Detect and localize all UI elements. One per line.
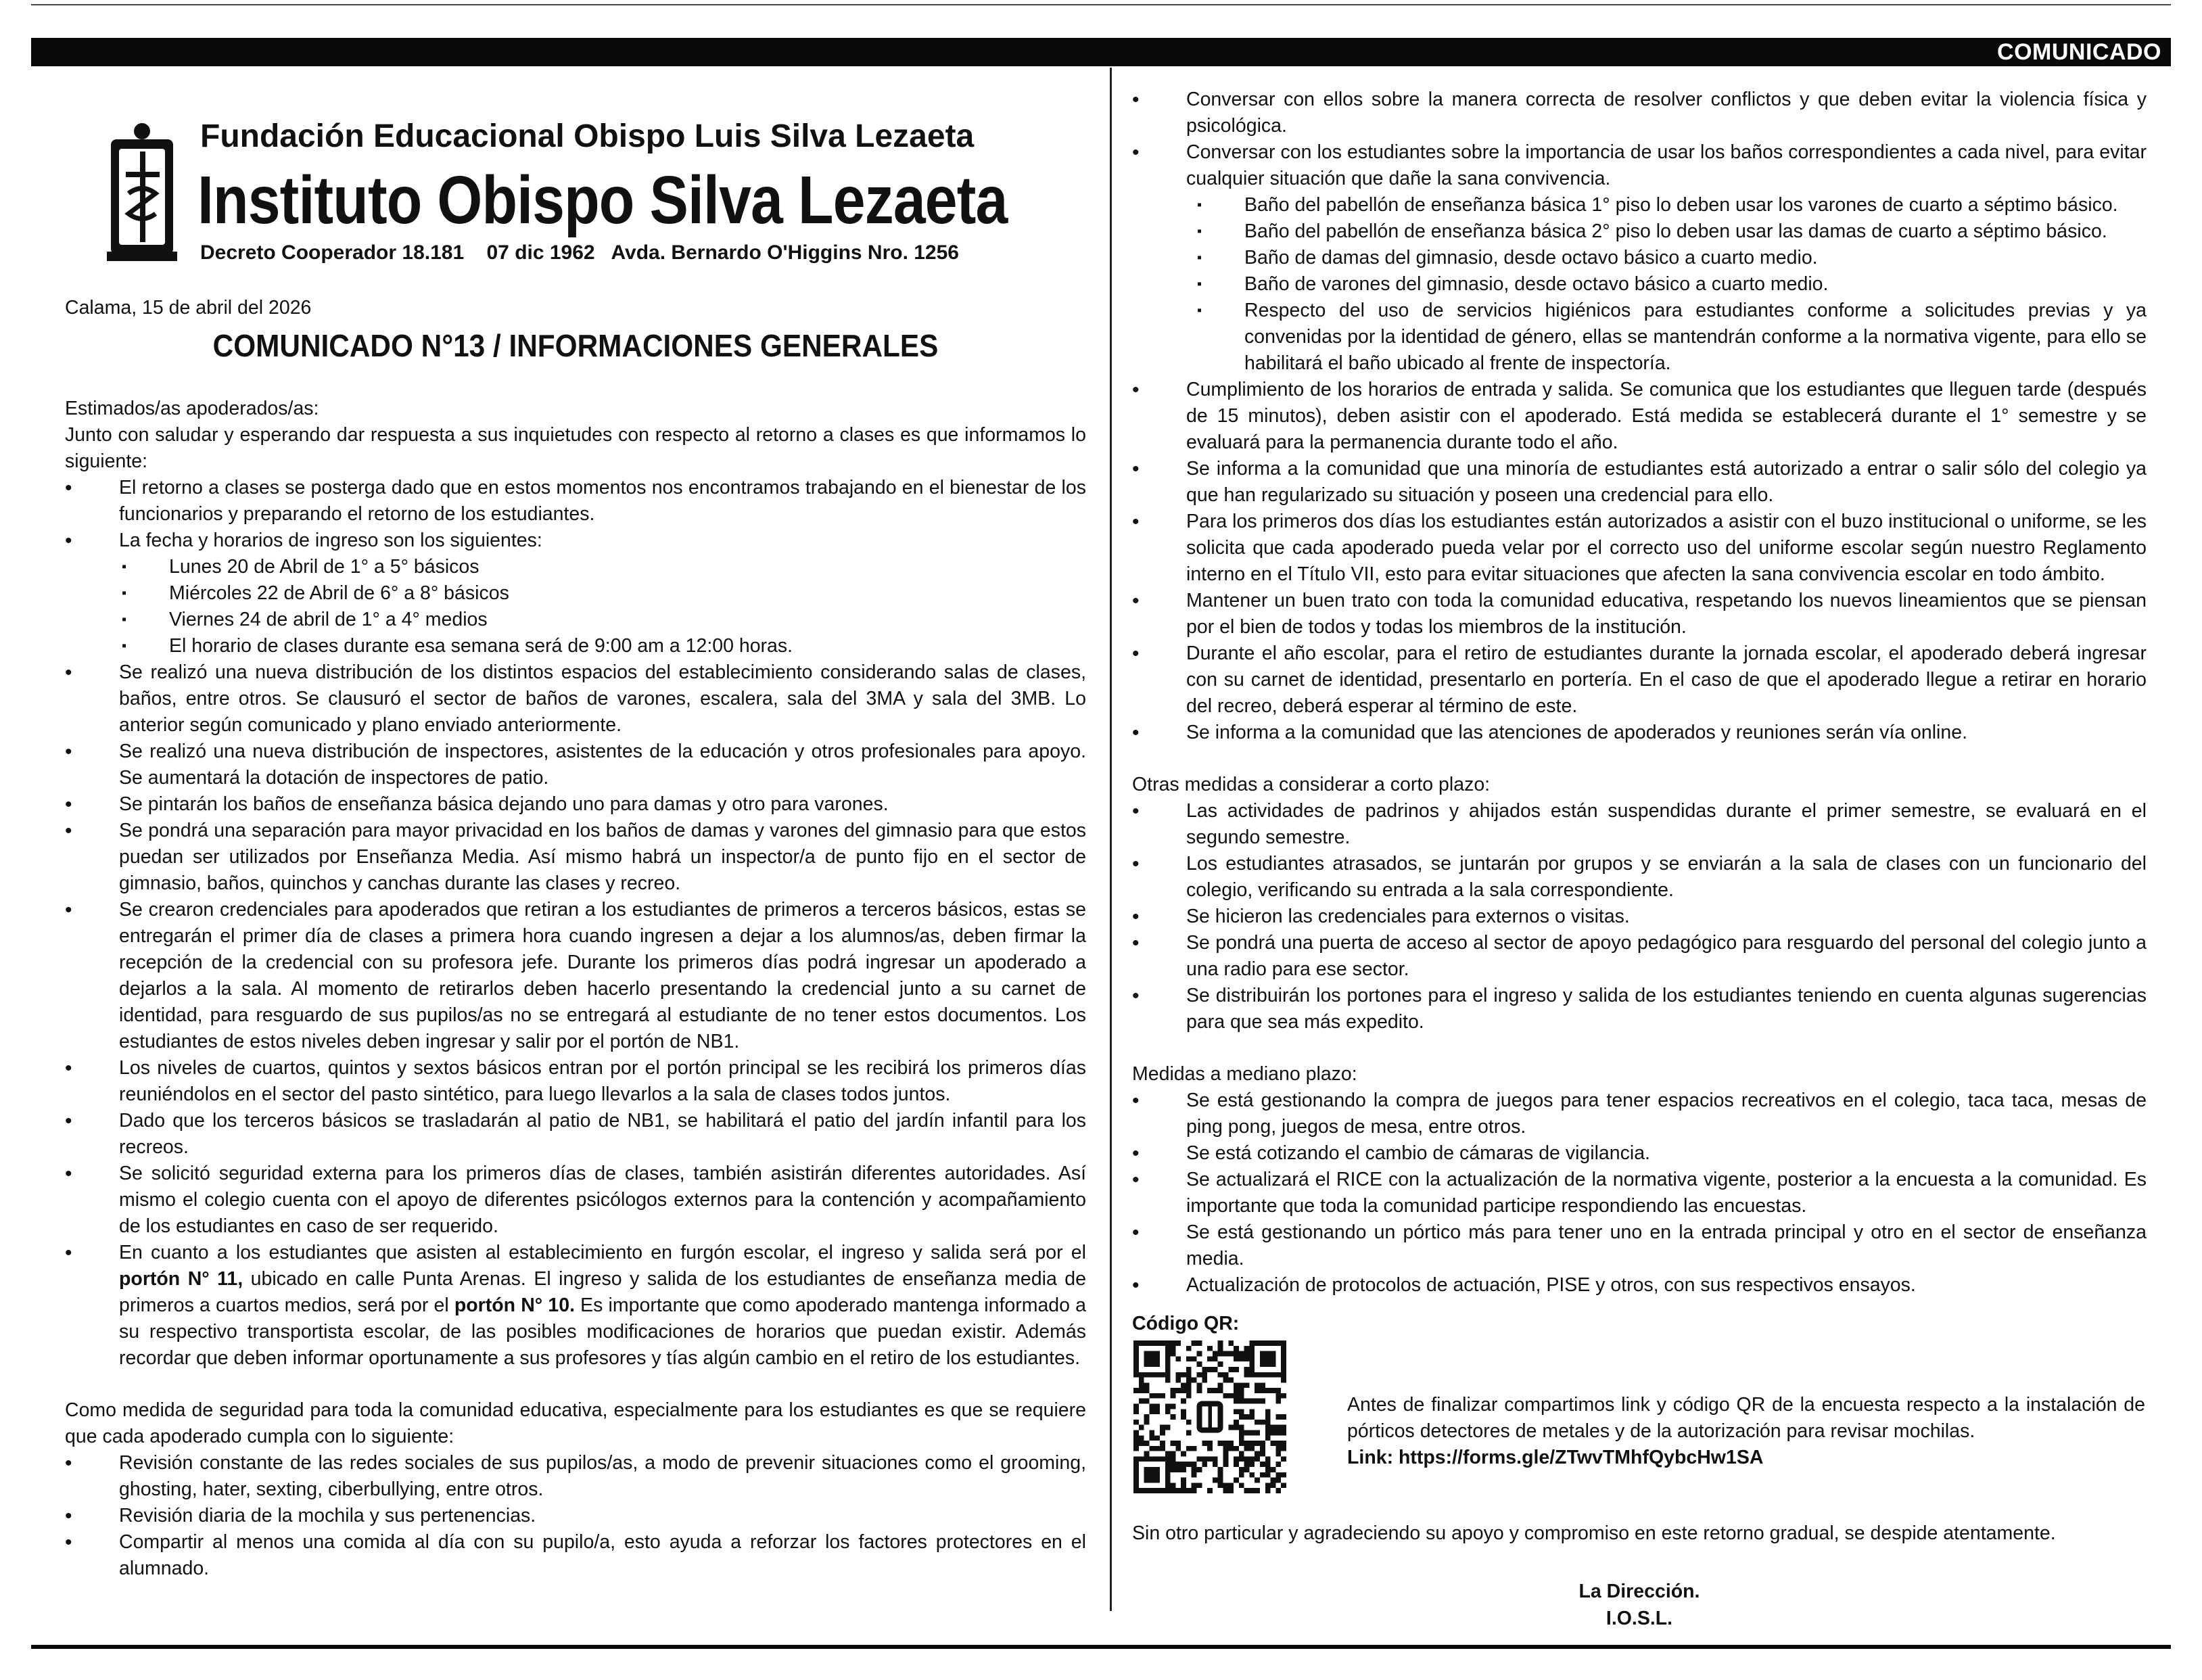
gate-10-label: portón N° 10.: [454, 1294, 575, 1316]
foundation-name: Fundación Educacional Obispo Luis Silva Lezaeta: [200, 118, 975, 154]
list-item: • Los estudiantes atrasados, se juntarán por grupos y se enviarán a la sala de clases con un funcionario del colegio, verificando su entrada a la sala correspondiente.: [1132, 851, 2147, 904]
qr-section: [1132, 1311, 2147, 1520]
sub-list-item: ▪ Viernes 24 de abril de 1° a 4° medios: [65, 607, 1086, 633]
closing-paragraph: Sin otro particular y agradeciendo su apoyo y compromiso en este retorno gradual, se despide atentamente.: [1132, 1522, 2056, 1544]
header-label: COMUNICADO: [1997, 39, 2161, 65]
list-item: • La fecha y horarios de ingreso son los siguientes:: [65, 528, 1086, 554]
institute-name: Instituto Obispo Silva Lezaeta: [197, 162, 1008, 238]
crest-icon: [101, 119, 183, 275]
list-item: • Se actualizará el RICE con la actualización de la normativa vigente, posterior a la encuesta a la comunidad. Es importante que toda la comunidad participe respondiendo las encuestas.: [1132, 1167, 2147, 1219]
list-item: • Revisión diaria de la mochila y sus pertenencias.: [65, 1503, 1086, 1529]
list-item: • Se hicieron las credenciales para externos o visitas.: [1132, 904, 2147, 930]
signature: [1132, 1578, 2147, 1632]
text-run: En cuanto a los estudiantes que asisten al establecimiento en furgón escolar, el ingreso y salida será por el: [119, 1242, 1086, 1263]
list-item: • Se realizó una nueva distribución de inspectores, asistentes de la educación y otros profesionales para apoyo. Se aumentará la dotación de inspectores de patio.: [65, 739, 1086, 791]
list-item: • Se pintarán los baños de enseñanza básica dejando uno para damas y otro para varones.: [65, 791, 1086, 818]
sub-list-item: ▪ Baño de damas del gimnasio, desde octavo básico a cuarto medio.: [1132, 245, 2147, 271]
list-item: • Se está cotizando el cambio de cámaras de vigilancia.: [1132, 1140, 2147, 1167]
text-run: Es importante que como apoderado mantenga informado a su respectivo transportista escolar, de las posibles modificaciones de horarios que puedan existir. Además recordar que deben informar oportunamente a sus profesores y tías algún cambio en el retiro de los estudiantes.: [119, 1294, 1087, 1369]
sub-list-item: ▪ El horario de clases durante esa semana será de 9:00 am a 12:00 horas.: [65, 633, 1086, 659]
text-run: ubicado en calle Punta Arenas. El ingreso y salida de los estudiantes de enseñanza media de primeros a cuartos medios, será por el: [119, 1268, 1086, 1316]
list-item-transport: [65, 1240, 1086, 1372]
medium-term-title: Medidas a mediano plazo:: [1132, 1063, 1357, 1085]
list-item: • Revisión constante de las redes sociales de sus pupilos/as, a modo de prevenir situaciones como el grooming, ghosting, hater, sexting, ciberbullying, entre otros.: [65, 1450, 1086, 1503]
bottom-rule: [31, 1645, 2171, 1649]
list-item: • Se está gestionando un pórtico más para tener uno en la entrada principal y otro en el sector de enseñanza media.: [1132, 1219, 2147, 1272]
list-item: • Cumplimiento de los horarios de entrada y salida. Se comunica que los estudiantes que lleguen tarde (después de 15 minutos), deben asistir con el apoderado. Está medida se establecerá durante el 1° semestre y se evaluará para la permanencia durante todo el año.: [1132, 377, 2147, 456]
list-item: • Se está gestionando la compra de juegos para tener espacios recreativos en el colegio, taca taca, mesas de ping pong, juegos de mesa, entre otros.: [1132, 1088, 2147, 1140]
sub-list-item: ▪ Lunes 20 de Abril de 1° a 5° básicos: [65, 554, 1086, 580]
list-item: • Los niveles de cuartos, quintos y sextos básicos entran por el portón principal se les recibirá los primeros días reuniéndolos en el sector del pasto sintético, para luego llevarlos a la sala de clases todos juntos.: [65, 1055, 1086, 1108]
gate-11-label: portón N° 11,: [119, 1268, 243, 1290]
qr-label: Código QR:: [1132, 1313, 1240, 1334]
document-date: Calama, 15 de abril del 2026: [65, 297, 312, 319]
sub-list-item: ▪ Baño del pabellón de enseñanza básica 2° piso lo deben usar las damas de cuarto a séptimo básico.: [1132, 218, 2147, 245]
list-item: • Compartir al menos una comida al día con su pupilo/a, esto ayuda a reforzar los factores protectores en el alumnado.: [65, 1529, 1086, 1582]
signature-line-1: La Dirección.: [1578, 1581, 1700, 1602]
sub-list-item: ▪ Baño de varones del gimnasio, desde octavo básico a cuarto medio.: [1132, 271, 2147, 298]
greeting: Estimados/as apoderados/as:: [65, 398, 319, 419]
right-column: [1132, 87, 2147, 1632]
list-item: • Para los primeros dos días los estudiantes están autorizados a asistir con el buzo institucional o uniforme, se les solicita que cada apoderado pueda velar por el correcto uso del uniforme escolar según nuestro Reglamento interno en el Título VII, esto para evitar situaciones que afecten la sana convivencia escolar en todo ámbito.: [1132, 509, 2147, 588]
list-item: • Conversar con ellos sobre la manera correcta de resolver conflictos y que deben evitar la violencia física y psicológica.: [1132, 87, 2147, 139]
sub-list-item: ▪ Respecto del uso de servicios higiénicos para estudiantes conforme a solicitudes previas y ya convenidas por la identidad de género, ellas se mantendrán conforme a la normativa vigente, para ello se habilitará el baño ubicado al frente de inspectoría.: [1132, 298, 2147, 377]
short-term-list: [1132, 798, 2147, 1035]
header-bar: [31, 38, 2171, 66]
list-item: • Dado que los terceros básicos se trasladarán al patio de NB1, se habilitará el patio del jardín infantil para los recreos.: [65, 1108, 1086, 1161]
institution-logo: [65, 92, 1086, 295]
security-list-continued: [1132, 87, 2147, 746]
list-item: • Mantener un buen trato con toda la comunidad educativa, respetando los nuevos lineamientos que se piensan por el bien de todos y todas los miembros de la institución.: [1132, 588, 2147, 640]
column-divider: [1110, 68, 1112, 1611]
qr-code-icon[interactable]: [1133, 1340, 1286, 1493]
document-title: COMUNICADO N°13 / INFORMACIONES GENERALES: [212, 328, 939, 363]
list-item: • Se informa a la comunidad que las atenciones de apoderados y reuniones serán vía online.: [1132, 720, 2147, 746]
intro-paragraph: Junto con saludar y esperando dar respuesta a sus inquietudes con respecto al retorno a clases es que informamos lo siguiente:: [65, 424, 1086, 472]
sub-list-item: ▪ Baño del pabellón de enseñanza básica 1° piso lo deben usar los varones de cuarto a séptimo básico.: [1132, 192, 2147, 218]
list-item: • El retorno a clases se posterga dado que en estos momentos nos encontramos trabajando en el bienestar de los funcionarios y preparando el retorno de los estudiantes.: [65, 475, 1086, 528]
list-item: • Se informa a la comunidad que una minoría de estudiantes está autorizado a entrar o salir sólo del colegio ya que han regularizado su situación y poseen una credencial para ello.: [1132, 456, 2147, 509]
list-item: • Durante el año escolar, para el retiro de estudiantes durante la jornada escolar, el apoderado deberá ingresar con su carnet de identidad, presentarlo en portería. En el caso de que el apoderado llegue a retirar en horario del recreo, deberá esperar al término de este.: [1132, 640, 2147, 720]
list-item: • Se distribuirán los portones para el ingreso y salida de los estudiantes teniendo en cuenta algunas sugerencias para que sea más expedito.: [1132, 983, 2147, 1035]
qr-description: [1347, 1392, 2145, 1471]
list-item: • Las actividades de padrinos y ahijados están suspendidas durante el primer semestre, se evaluará en el segundo semestre.: [1132, 798, 2147, 851]
left-column: [65, 92, 1086, 1582]
list-item: • Se crearon credenciales para apoderados que retiran a los estudiantes de primeros a terceros básicos, estas se entregarán el primer día de clases a primera hora cuando ingresen a dejar a los alumnos/as, deben firmar la recepción de la credencial con su profesora jefe. Durante los primeros días podrá ingresar un apoderado a dejarlos a la sala. Al momento de retirarlos deben hacerlo presentando la credencial junto a su carnet de identidad, para resguardo de sus pupilos/as no se entregará al estudiante de no tener estos documentos. Los estudiantes de estos niveles deben ingresar y salir por el portón de NB1.: [65, 897, 1086, 1055]
short-term-title: Otras medidas a considerar a corto plazo:: [1132, 774, 1491, 795]
security-intro: Como medida de seguridad para toda la comunidad educativa, especialmente para los estudiantes es que se requiere que cada apoderado cumpla con lo siguiente:: [65, 1399, 1086, 1447]
list-item: • Actualización de protocolos de actuación, PISE y otros, con sus respectivos ensayos.: [1132, 1272, 2147, 1299]
sub-list-item: ▪ Miércoles 22 de Abril de 6° a 8° básicos: [65, 580, 1086, 607]
list-item: • Se solicitó seguridad externa para los primeros días de clases, también asistirán diferentes autoridades. Así mismo el colegio cuenta con el apoyo de diferentes psicólogos externos para la contención y acompañamiento de los estudiantes en caso de ser requerido.: [65, 1161, 1086, 1240]
signature-line-2: I.O.S.L.: [1606, 1608, 1673, 1629]
list-item: • Se pondrá una separación para mayor privacidad en los baños de damas y varones del gimnasio para que estos puedan ser utilizados por Enseñanza Media. Así mismo habrá un inspector/a de punto fijo en el sector de gimnasio, baños, quinchos y canchas durante las clases y recreo.: [65, 818, 1086, 897]
top-rule: [31, 4, 2171, 5]
qr-text: Antes de finalizar compartimos link y código QR de la encuesta respecto a la instalación de pórticos detectores de metales y de la autorización para revisar mochilas.: [1347, 1394, 2145, 1442]
decree-address: Decreto Cooperador 18.181 07 dic 1962 Avda. Bernardo O'Higgins Nro. 1256: [200, 241, 959, 264]
security-list: [65, 1450, 1086, 1582]
medium-term-list: [1132, 1088, 2147, 1299]
list-item: • Se pondrá una puerta de acceso al sector de apoyo pedagógico para resguardo del personal del colegio junto a una radio para ese sector.: [1132, 930, 2147, 983]
list-item: • Conversar con los estudiantes sobre la importancia de usar los baños correspondientes a cada nivel, para evitar cualquier situación que dañe la sana convivencia.: [1132, 139, 2147, 192]
info-list: [65, 475, 1086, 1372]
list-item: • Se realizó una nueva distribución de los distintos espacios del establecimiento considerando salas de clases, baños, entre otros. Se clausuró el sector de baños de varones, escalera, sala del 3MA y sala del 3MB. Lo anterior según comunicado y plano enviado anteriormente.: [65, 659, 1086, 739]
survey-link[interactable]: Link: https://forms.gle/ZTwvTMhfQybcHw1SA: [1347, 1447, 1764, 1468]
